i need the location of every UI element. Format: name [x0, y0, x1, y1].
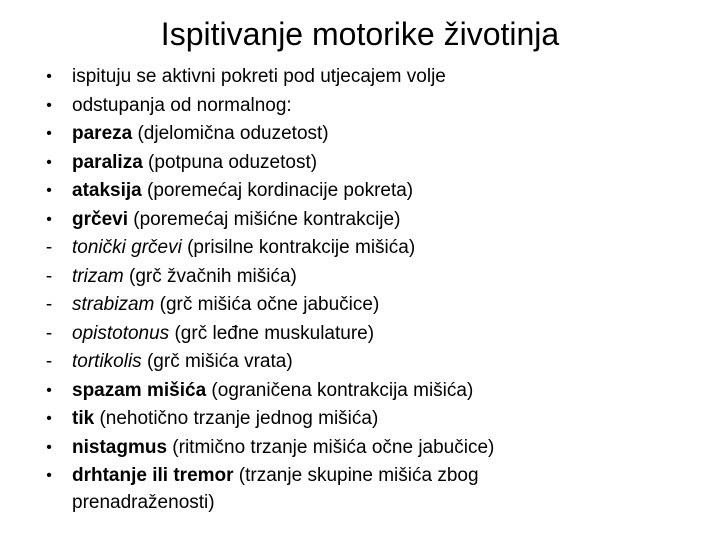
dash-marker: - [45, 351, 53, 372]
list-item [40, 177, 710, 206]
list-item-text: (poremećaj kordinacije pokreta) [141, 180, 414, 201]
sub-list-item [40, 320, 710, 349]
list-item-text: (grč mišića očne jabučice) [154, 294, 380, 315]
dash-marker: - [45, 237, 53, 258]
list-item-content [72, 408, 378, 429]
list-item-content [72, 266, 297, 287]
list-item-term: spazam mišića [72, 379, 207, 401]
list-item-term: nistagmus [72, 436, 168, 458]
bullet-marker: • [46, 96, 52, 114]
sub-list-item [40, 348, 710, 377]
list-item [40, 206, 710, 235]
list-item-term: pareza [72, 123, 133, 144]
list-item-content [72, 209, 400, 230]
sub-list-item [40, 291, 710, 320]
bullet-marker: • [46, 153, 52, 171]
list-item-text: (potpuna oduzetost) [142, 151, 318, 173]
list-item-term: ataksija [72, 180, 142, 201]
dash-marker: - [45, 322, 53, 344]
list-item-term: drhtanje ili tremor [72, 465, 234, 486]
list-item-term: tortikolis [72, 351, 142, 372]
list-item-continuation: prenadraženosti) [72, 491, 215, 513]
slide-title [0, 14, 720, 54]
bullet-marker: • [46, 210, 52, 228]
list-item-text: ispituju se aktivni pokreti pod utjecajem volje [72, 66, 446, 87]
list-item [40, 434, 710, 463]
sub-list-item [40, 263, 710, 292]
list-item-term: paraliza [72, 151, 143, 173]
list-item-content [72, 380, 473, 401]
list-item-text: odstupanja od normalnog: [72, 94, 292, 116]
bullet-marker: • [46, 438, 52, 456]
list-item-content [72, 95, 292, 116]
bullet-list [40, 63, 710, 515]
list-item [40, 149, 710, 178]
bullet-marker: • [46, 410, 52, 427]
list-item-text: (nehotično trzanje jednog mišića) [94, 408, 379, 429]
list-item-text: (ritmično trzanje mišića očne jabučice) [167, 436, 495, 458]
list-item-content [72, 123, 329, 144]
list-item-text: (grč mišića vrata) [141, 351, 293, 372]
list-item-text: (ograničena kontrakcija mišića) [206, 379, 474, 401]
list-item-text: (grč leđne muskulature) [169, 322, 375, 344]
list-item-content [72, 66, 446, 87]
bullet-marker: • [46, 381, 52, 399]
bullet-marker: • [46, 68, 52, 85]
list-item-content [72, 180, 413, 201]
list-item-term: trizam [72, 265, 124, 287]
dash-marker: - [45, 294, 53, 315]
list-item-term: tik [72, 408, 95, 429]
list-item-text: (prisilne kontrakcije mišića) [181, 237, 416, 258]
list-item-term: tonički grčevi [72, 237, 182, 258]
list-item [40, 92, 710, 121]
list-item-term: opistotonus [72, 322, 170, 344]
list-item-text: (poremećaj mišićne kontrakcije) [127, 208, 401, 230]
list-item-term: strabizam [72, 294, 155, 315]
list-item [40, 63, 710, 92]
slide-title-text: Ispitivanje motorike životinja [160, 16, 560, 52]
list-item [40, 120, 710, 149]
list-item-content [72, 152, 317, 173]
list-item-text: (trzanje skupine mišića zbog [233, 465, 479, 486]
sub-list-item [40, 234, 710, 263]
list-item-term: grčevi [72, 208, 128, 230]
list-item-content [72, 351, 293, 372]
list-item-text: (grč žvačnih mišića) [123, 265, 297, 287]
bullet-marker: • [46, 467, 52, 484]
bullet-marker: • [46, 182, 52, 199]
list-item [40, 377, 710, 406]
list-item [40, 405, 710, 434]
dash-marker: - [45, 265, 53, 287]
list-item-content [72, 323, 374, 344]
bullet-marker: • [46, 125, 52, 142]
list-item-content [72, 465, 710, 515]
list-item [40, 462, 710, 515]
list-item-text: (djelomična oduzetost) [132, 123, 329, 144]
list-item-content [72, 437, 494, 458]
list-item-content [72, 237, 415, 258]
list-item-content [72, 294, 379, 315]
